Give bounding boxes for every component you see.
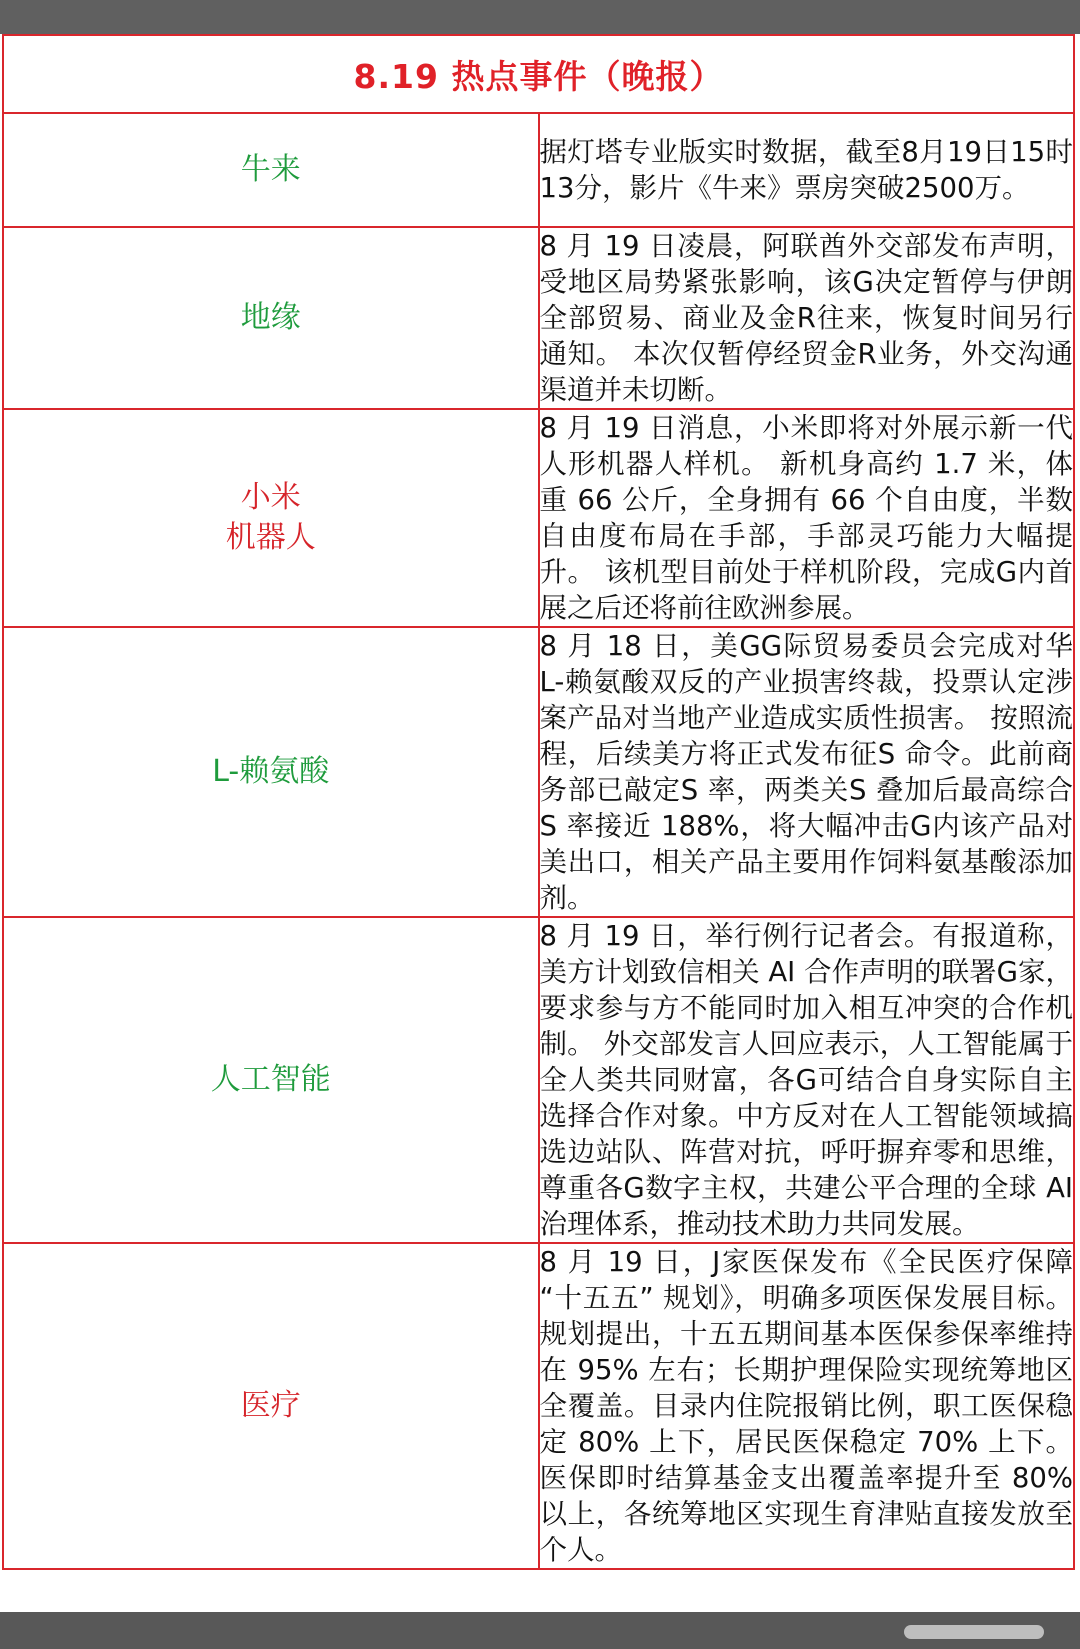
category-label-line-2: 机器人	[225, 520, 316, 555]
table-row	[3, 627, 1074, 917]
table-row	[3, 409, 1074, 627]
row-text-medical: 8 月 19 日，J家医保发布《全民医疗保障 “十五五” 规划》，明确多项医保发展目标。 规划提出，十五五期间基本医保参保率维持在 95% 左右；长期护理保险实现统筹地区全覆盖。目录内住院报销比例，职工医保稳定 80% 上下，居民医保稳定 70% 上下。 医保即时结算基金支出覆盖率提升至 80% 以上，各统筹地区实现生育津贴直接发放至个人。	[539, 1243, 1075, 1569]
row-text-diyuan: 8 月 19 日凌晨，阿联酋外交部发布声明，受地区局势紧张影响，该G决定暂停与伊朗全部贸易、商业及金R往来，恢复时间另行通知。 本次仅暂停经贸金R业务，外交沟通渠道并未切断。	[539, 227, 1075, 409]
table-row	[3, 227, 1074, 409]
watermark-blur	[904, 1625, 1044, 1639]
category-label: 牛来	[240, 152, 301, 187]
title-row	[3, 35, 1074, 113]
category-label: 地缘	[240, 300, 301, 335]
category-lysine	[3, 627, 539, 917]
row-text-niulai: 据灯塔专业版实时数据，截至8月19日15时13分，影片《牛来》票房突破2500万。	[539, 113, 1075, 227]
top-dark-band	[0, 0, 1080, 34]
table-row	[3, 113, 1074, 227]
row-text-xiaomi-robot: 8 月 19 日消息，小米即将对外展示新一代人形机器人样机。 新机身高约 1.7 米，体重 66 公斤，全身拥有 66 个自由度，半数自由度布局在手部，手部灵巧能力大幅提升。 该机型目前处于样机阶段，完成G内首展之后还将前往欧洲参展。	[539, 409, 1075, 627]
category-label: L-赖氨酸	[212, 754, 330, 789]
table-row	[3, 917, 1074, 1243]
category-medical	[3, 1243, 539, 1569]
news-table	[2, 34, 1075, 1570]
category-diyuan	[3, 227, 539, 409]
news-sheet	[0, 34, 1080, 1612]
table-row	[3, 1243, 1074, 1569]
row-text-ai: 8 月 19 日，举行例行记者会。有报道称，美方计划致信相关 AI 合作声明的联署G家，要求参与方不能同时加入相互冲突的合作机制。 外交部发言人回应表示，人工智能属于全人类共同财富，各G可结合自身实际自主选择合作对象。中方反对在人工智能领域搞选边站队、阵营对抗，呼吁摒弃零和思维，尊重各G数字主权，共建公平合理的全球 AI 治理体系，推动技术助力共同发展。	[539, 917, 1075, 1243]
category-label-line-1: 小米	[240, 480, 301, 515]
category-xiaomi-robot	[3, 409, 539, 627]
category-ai	[3, 917, 539, 1243]
page-title: 8.19 热点事件（晚报）	[3, 35, 1074, 113]
category-label: 医疗	[240, 1388, 301, 1423]
row-text-lysine: 8 月 18 日，美GG际贸易委员会完成对华 L-赖氨酸双反的产业损害终裁，投票认定涉案产品对当地产业造成实质性损害。 按照流程，后续美方将正式发布征S 命令。此前商务部已敲定S 率，两类关S 叠加后最高综合S 率接近 188%，将大幅冲击G内该产品对美出口，相关产品主要用作饲料氨基酸添加剂。	[539, 627, 1075, 917]
category-label: 人工智能	[210, 1062, 331, 1097]
category-niulai	[3, 113, 539, 227]
